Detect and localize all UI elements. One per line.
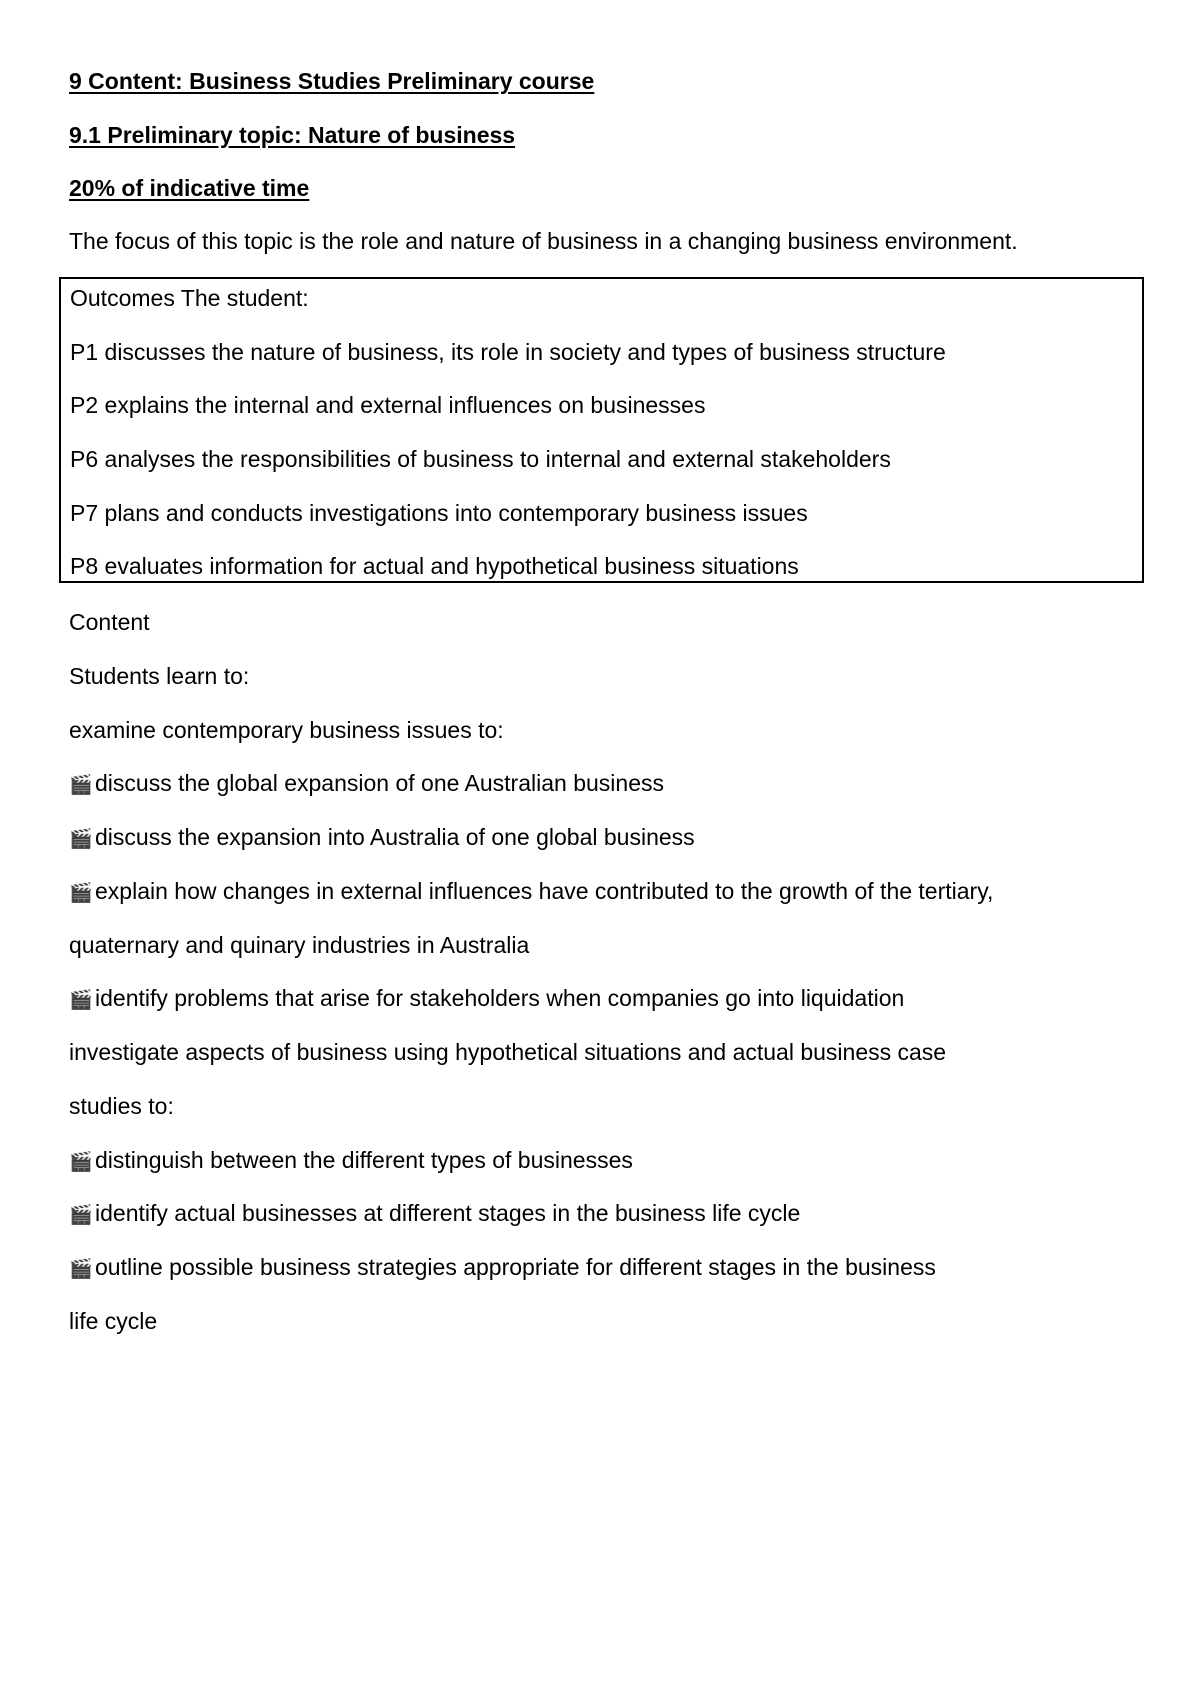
list-item-text: identify problems that arise for stakeholders when companies go into liquidation xyxy=(95,985,905,1011)
main-heading: 9 Content: Business Studies Preliminary course xyxy=(69,68,595,94)
list-item-text: distinguish between the different types of businesses xyxy=(95,1147,633,1173)
clapperboard-icon: 🎬 xyxy=(69,828,93,850)
list-item xyxy=(69,983,904,1015)
content-label: Content xyxy=(69,609,150,635)
outcome-item-p7: P7 plans and conducts investigations into contemporary business issues xyxy=(70,500,808,526)
outcome-item-p6: P6 analyses the responsibilities of business to internal and external stakeholders xyxy=(70,446,891,472)
list-item xyxy=(69,1198,800,1230)
list-item-text: explain how changes in external influences have contributed to the growth of the tertiary, xyxy=(95,878,994,904)
clapperboard-icon: 🎬 xyxy=(69,1258,93,1280)
list-item xyxy=(69,1252,936,1284)
list-item-continuation: life cycle xyxy=(69,1308,158,1334)
students-learn-label: Students learn to: xyxy=(69,663,250,689)
list-item xyxy=(69,876,993,908)
outcome-item-p1: P1 discusses the nature of business, its role in society and types of business structure xyxy=(70,339,946,365)
list-item xyxy=(69,768,664,800)
section2-intro: investigate aspects of business using hypothetical situations and actual business case xyxy=(69,1039,947,1065)
outcome-item-p8: P8 evaluates information for actual and hypothetical business situations xyxy=(70,553,799,579)
clapperboard-icon: 🎬 xyxy=(69,989,93,1011)
list-item xyxy=(69,1145,633,1177)
outcomes-title: Outcomes The student: xyxy=(70,285,309,311)
list-item xyxy=(69,822,695,854)
outcomes-box xyxy=(59,277,1144,583)
clapperboard-icon: 🎬 xyxy=(69,1204,93,1226)
clapperboard-icon: 🎬 xyxy=(69,774,93,796)
focus-statement: The focus of this topic is the role and nature of business in a changing business environment. xyxy=(69,228,1018,254)
clapperboard-icon: 🎬 xyxy=(69,1151,93,1173)
section2-intro-continuation: studies to: xyxy=(69,1093,174,1119)
list-item-text: discuss the expansion into Australia of one global business xyxy=(95,824,695,850)
list-item-text: outline possible business strategies appropriate for different stages in the business xyxy=(95,1254,936,1280)
time-heading: 20% of indicative time xyxy=(69,175,310,201)
list-item-text: discuss the global expansion of one Australian business xyxy=(95,770,664,796)
section1-intro: examine contemporary business issues to: xyxy=(69,717,504,743)
list-item-continuation: quaternary and quinary industries in Australia xyxy=(69,932,530,958)
topic-heading: 9.1 Preliminary topic: Nature of business xyxy=(69,122,516,148)
list-item-text: identify actual businesses at different stages in the business life cycle xyxy=(95,1200,801,1226)
outcome-item-p2: P2 explains the internal and external influences on businesses xyxy=(70,392,706,418)
clapperboard-icon: 🎬 xyxy=(69,882,93,904)
